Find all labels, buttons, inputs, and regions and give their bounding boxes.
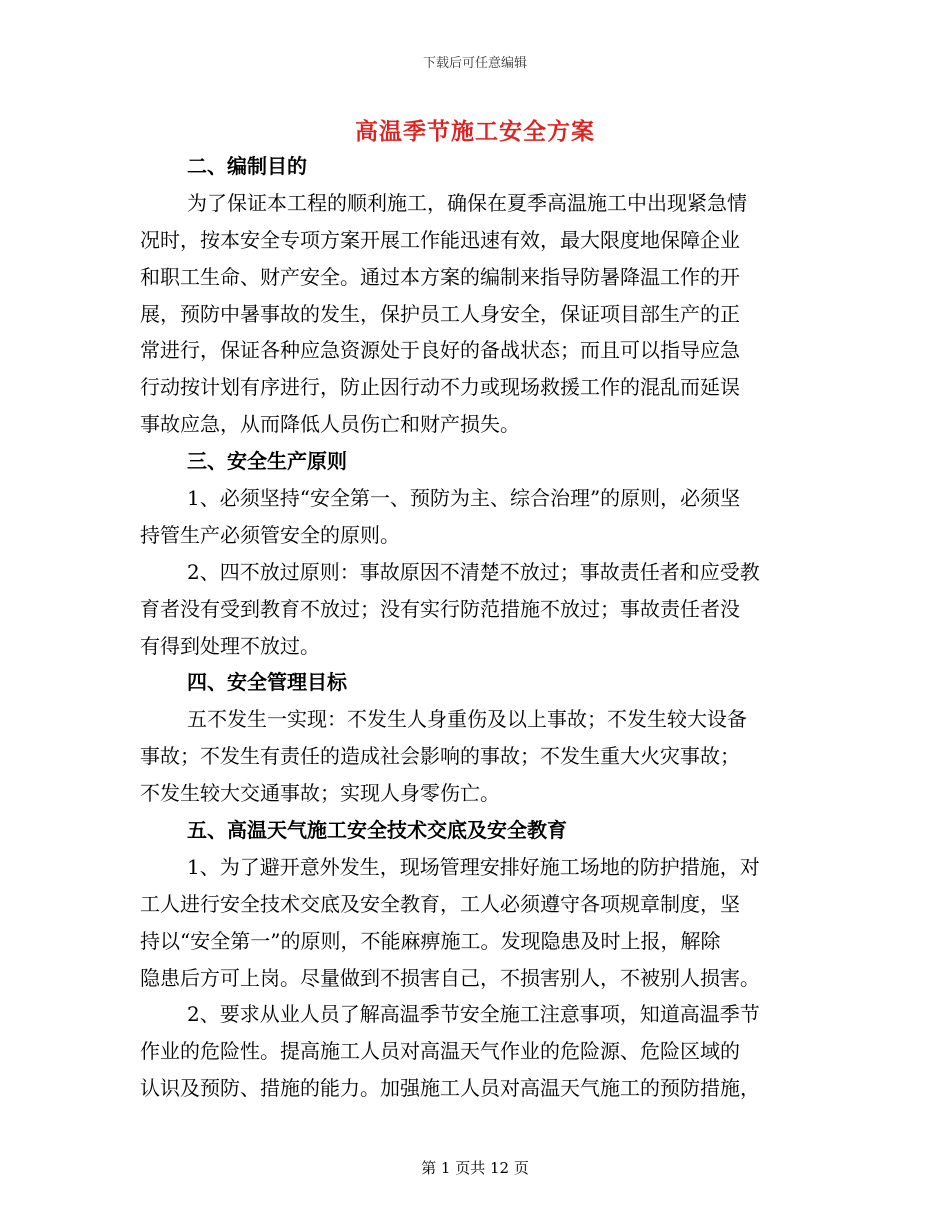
paragraph-line: 认识及预防、措施的能力。加强施工人员对高温天气施工的预防措施， bbox=[140, 1076, 760, 1101]
paragraph-line: 五不发生一实现：不发生人身重伤及以上事故；不发生较大设备 bbox=[187, 707, 747, 732]
page-footer: 第 1 页共 12 页 bbox=[421, 1159, 529, 1177]
paragraph-line: 作业的危险性。提高施工人员对高温天气作业的危险源、危险区域的 bbox=[140, 1039, 740, 1064]
paragraph-line: 事故；不发生有责任的造成社会影响的事故；不发生重大火灾事故； bbox=[140, 744, 740, 769]
document-title: 高温季节施工安全方案 bbox=[355, 118, 595, 145]
paragraph-line: 事故应急，从而降低人员伤亡和财产损失。 bbox=[140, 412, 520, 437]
document-body bbox=[140, 148, 808, 1107]
paragraph-line: 2、要求从业人员了解高温季节安全施工注意事项，知道高温季节 bbox=[187, 1002, 760, 1027]
paragraph-line: 展，预防中暑事故的发生，保护员工人身安全，保证项目部生产的正 bbox=[140, 301, 740, 326]
section-heading: 五、高温天气施工安全技术交底及安全教育 bbox=[187, 818, 567, 843]
section-heading: 二、编制目的 bbox=[187, 154, 307, 178]
paragraph-line: 行动按计划有序进行，防止因行动不力或现场救援工作的混乱而延误 bbox=[140, 375, 740, 400]
page-header: 下载后可任意编辑 bbox=[422, 56, 527, 71]
section-heading: 三、安全生产原则 bbox=[187, 449, 347, 474]
paragraph-line: 持以“安全第一”的原则，不能麻痹施工。发现隐患及时上报，解除 bbox=[140, 928, 721, 953]
paragraph-line: 隐患后方可上岗。尽量做到不损害自己，不损害别人，不被别人损害。 bbox=[140, 965, 760, 990]
paragraph-line: 育者没有受到教育不放过；没有实行防范措施不放过；事故责任者没 bbox=[140, 596, 740, 621]
paragraph-line: 工人进行安全技术交底及安全教育，工人必须遵守各项规章制度，坚 bbox=[140, 891, 740, 916]
paragraph-line: 有得到处理不放过。 bbox=[140, 633, 320, 658]
paragraph-line: 持管生产必须管安全的原则。 bbox=[140, 522, 400, 547]
paragraph-line: 况时，按本安全专项方案开展工作能迅速有效，最大限度地保障企业 bbox=[140, 227, 740, 252]
section-heading: 四、安全管理目标 bbox=[187, 670, 347, 695]
paragraph-line: 2、四不放过原则：事故原因不清楚不放过；事故责任者和应受教 bbox=[187, 559, 760, 584]
paragraph-line: 为了保证本工程的顺利施工，确保在夏季高温施工中出现紧急情 bbox=[187, 190, 747, 215]
paragraph-line: 和职工生命、财产安全。通过本方案的编制来指导防暑降温工作的开 bbox=[140, 264, 740, 289]
paragraph-line: 1、必须坚持“安全第一、预防为主、综合治理”的原则，必须坚 bbox=[187, 486, 741, 511]
paragraph-line: 不发生较大交通事故；实现人身零伤亡。 bbox=[140, 781, 500, 806]
paragraph-line: 常进行，保证各种应急资源处于良好的备战状态；而且可以指导应急 bbox=[140, 338, 740, 363]
paragraph-line: 1、为了避开意外发生，现场管理安排好施工场地的防护措施，对 bbox=[187, 854, 760, 879]
